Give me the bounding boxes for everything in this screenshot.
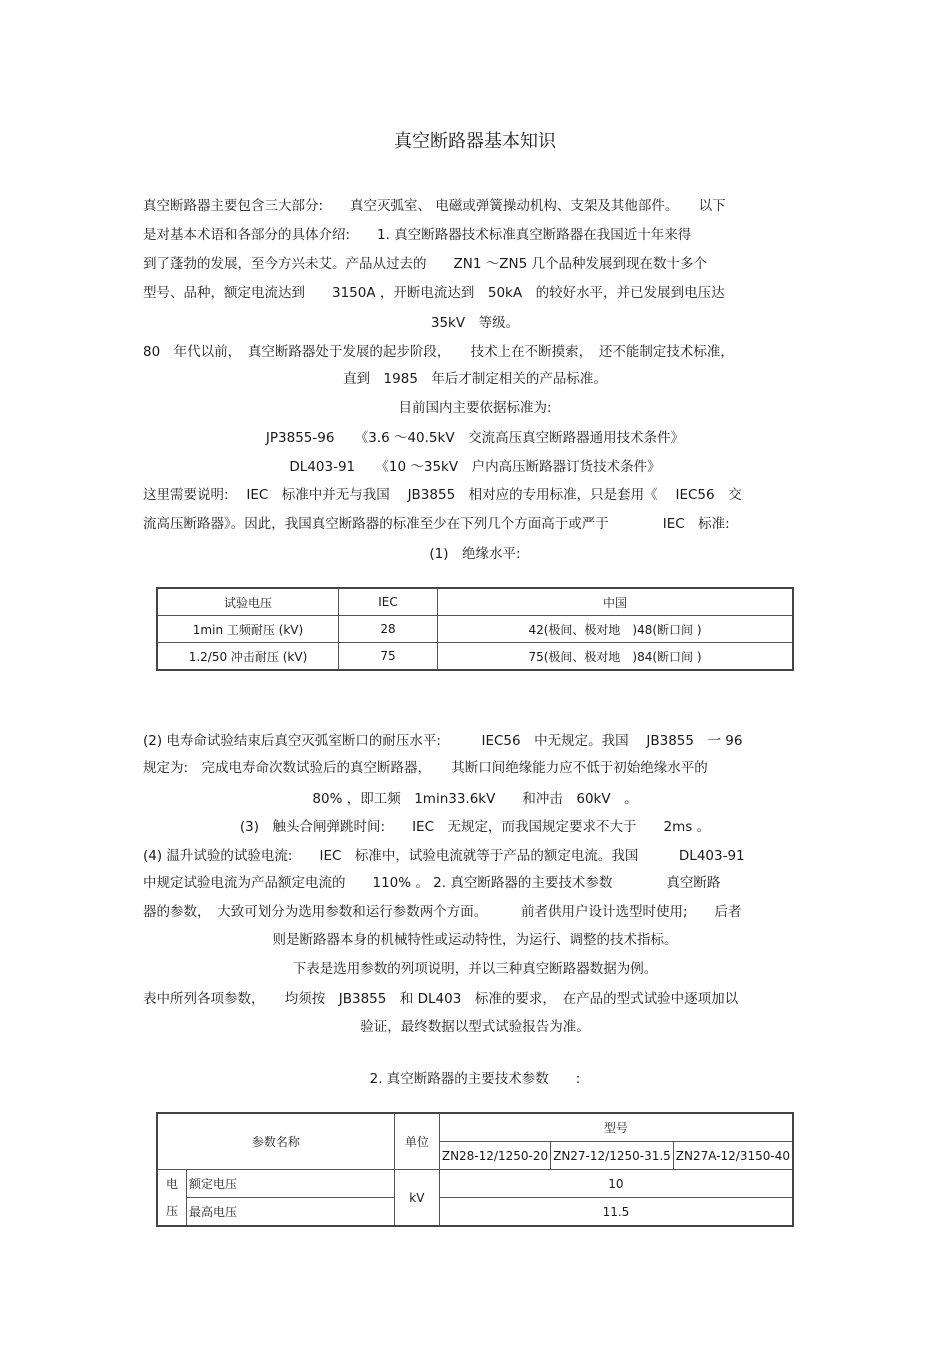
body-line-3: 80% ，即工频 1min33.6kV 和冲击 60kV 。 (312, 791, 638, 807)
model-cell: ZN28-12/1250-20 (439, 1142, 550, 1170)
table-row (157, 643, 793, 671)
model-cell: ZN27-12/1250-31.5 (551, 1142, 674, 1170)
param-name-cell: 额定电压 (187, 1170, 395, 1198)
group-label-char: 电 (165, 1176, 178, 1191)
group-label-char: 压 (165, 1203, 178, 1218)
insulation-table (156, 587, 794, 671)
intro-line-3: 到了蓬勃的发展，至今方兴未艾。产品从过去的 ZN1 ～ZN5 几个品种发展到现在数十多个 (143, 256, 707, 272)
value-cell: 10 (439, 1170, 793, 1198)
body-line-10: 表中所列各项参数， 均须按 JB3855 和 DL403 标准的要求， 在产品的型式试验中逐项加以 (143, 991, 739, 1007)
model-cell: ZN27A-12/3150-40 (673, 1142, 793, 1170)
intro-line-8: 目前国内主要依据标准为: (398, 400, 552, 416)
intro-line-2: 是对基本术语和各部分的具体介绍: 1. 真空断路器技术标准真空断路器在我国近十年来得 (143, 227, 692, 243)
header-cell: 中国 (438, 588, 794, 616)
body-line-1: (2) 电寿命试验结束后真空灭弧室断口的耐压水平: IEC56 中无规定。我国 JB3855 一 96 (143, 733, 743, 749)
intro-line-11: 这里需要说明: IEC 标准中并无与我国 JB3855 相对应的专用标准，只是套用《 IEC56 交 (143, 487, 742, 503)
table-row (157, 616, 793, 643)
body-line-7: 器的参数， 大致可划分为选用参数和运行参数两个方面。 前者供用户设计选型时使用; 后者 (143, 904, 742, 920)
body-line-5: (4) 温升试验的试验电流: IEC 标准中，试验电流就等于产品的额定电流。我国 DL403-91 (143, 848, 745, 864)
intro-line-5: 35kV 等级。 (430, 315, 520, 331)
table-header-row (157, 1113, 793, 1142)
parameters-table (156, 1112, 794, 1227)
table-row (157, 1170, 793, 1198)
value-cell: 11.5 (439, 1198, 793, 1227)
table-cell: 75 (339, 643, 438, 671)
table-cell: 1min 工频耐压 (kV) (157, 616, 339, 643)
body-line-2: 规定为: 完成电寿命次数试验后的真空断路器， 其断口间绝缘能力应不低于初始绝缘水平的 (143, 760, 708, 776)
section-insulation-level: (1) 绝缘水平: (429, 546, 521, 562)
intro-line-1: 真空断路器主要包含三大部分: 真空灭弧室、 电磁或弹簧操动机构、支架及其他部件。 以下 (143, 198, 726, 214)
intro-line-12: 流高压断路器》。因此，我国真空断路器的标准至少在下列几个方面高于或严于 IEC 标准: (143, 516, 730, 532)
unit-cell: kV (394, 1170, 439, 1227)
page-title: 真空断路器基本知识 (394, 131, 556, 152)
body-line-4: (3) 触头合闸弹跳时间: IEC 无规定，而我国规定要求不大于 2ms 。 (239, 819, 711, 835)
unit-header: 单位 (394, 1113, 439, 1170)
standard-jp3855: JP3855-96 《3.6 ～40.5kV 交流高压真空断路器通用技术条件》 (265, 430, 685, 446)
body-line-6: 中规定试验电流为产品额定电流的 110% 。 2. 真空断路器的主要技术参数 真空断路 (143, 875, 721, 891)
table-row (157, 1198, 793, 1227)
header-cell: 试验电压 (157, 588, 339, 616)
section-title-parameters: 2. 真空断路器的主要技术参数 : (369, 1071, 581, 1087)
param-name-cell: 最高电压 (187, 1198, 395, 1227)
body-line-11: 验证，最终数据以型式试验报告为准。 (360, 1019, 590, 1035)
body-line-9: 下表是选用参数的列项说明，并以三种真空断路器数据为例。 (292, 961, 658, 977)
voltage-group-label (157, 1170, 187, 1227)
intro-line-6: 80 年代以前， 真空断路器处于发展的起步阶段， 技术上在不断摸索， 还不能制定技术标准， (143, 344, 734, 360)
table-header-row (157, 588, 793, 616)
table-cell: 1.2/50 冲击耐压 (kV) (157, 643, 339, 671)
param-name-header: 参数名称 (157, 1113, 394, 1170)
body-line-8: 则是断路器本身的机械特性或运动特性，为运行、调整的技术指标。 (272, 932, 678, 948)
table-cell: 28 (339, 616, 438, 643)
model-header: 型号 (439, 1113, 793, 1142)
table-cell: 42(极间、极对地 )48(断口间 ) (438, 616, 794, 643)
header-cell: IEC (339, 588, 438, 616)
table-cell: 75(极间、极对地 )84(断口间 ) (438, 643, 794, 671)
intro-line-4: 型号、品种，额定电流达到 3150A ，开断电流达到 50kA 的较好水平，并已发展到电压达 (143, 285, 725, 301)
intro-line-7: 直到 1985 年后才制定相关的产品标准。 (343, 371, 607, 387)
standard-dl403: DL403-91 《10 ～35kV 户内高压断路器订货技术条件》 (289, 459, 661, 475)
